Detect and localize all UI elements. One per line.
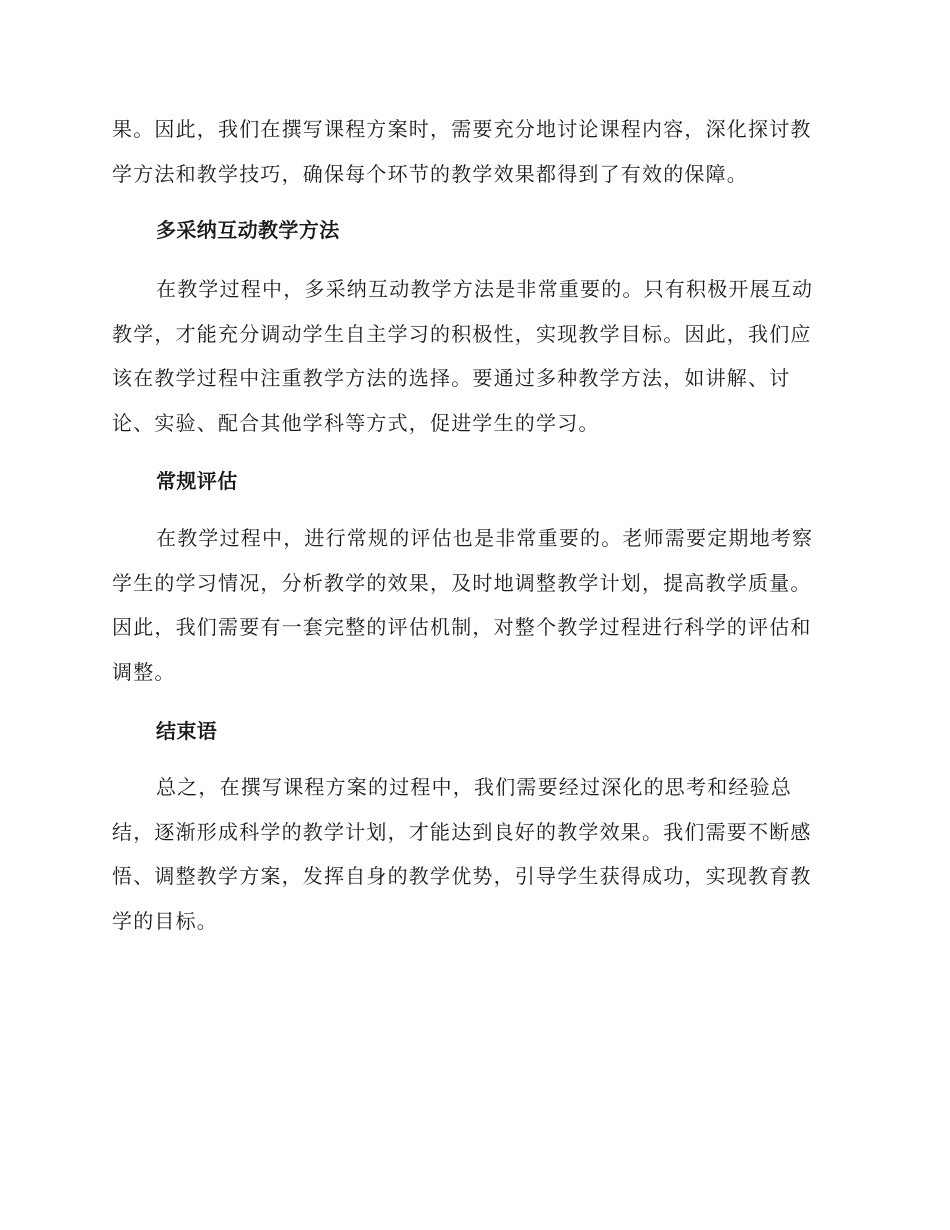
section-body-regular-assessment: 在教学过程中，进行常规的评估也是非常重要的。老师需要定期地考察学生的学习情况，分析教学的效果，及时地调整教学计划，提高教学质量。因此，我们需要有一套完整的评估机制，对整个教学过程进行科学的评估和调整。 <box>112 526 814 685</box>
section-heading-conclusion: 结束语 <box>156 719 218 743</box>
section-body-interactive-teaching: 在教学过程中，多采纳互动教学方法是非常重要的。只有积极开展互动教学，才能充分调动学生自主学习的积极性，实现教学目标。因此，我们应该在教学过程中注重教学方法的选择。要通过多种教学方法，如讲解、讨论、实验、配合其他学科等方式，促进学生的学习。 <box>112 277 814 436</box>
intro-paragraph: 果。因此，我们在撰写课程方案时，需要充分地讨论课程内容，深化探讨教学方法和教学技巧，确保每个环节的教学效果都得到了有效的保障。 <box>112 117 812 186</box>
section-body-conclusion: 总之，在撰写课程方案的过程中，我们需要经过深化的思考和经验总结，逐渐形成科学的教学计划，才能达到良好的教学效果。我们需要不断感悟、调整教学方案，发挥自身的教学优势，引导学生获得成功，实现教育教学的目标。 <box>112 775 812 934</box>
section-heading-regular-assessment: 常规评估 <box>156 469 238 493</box>
section-heading-interactive-teaching: 多采纳互动教学方法 <box>156 218 340 242</box>
